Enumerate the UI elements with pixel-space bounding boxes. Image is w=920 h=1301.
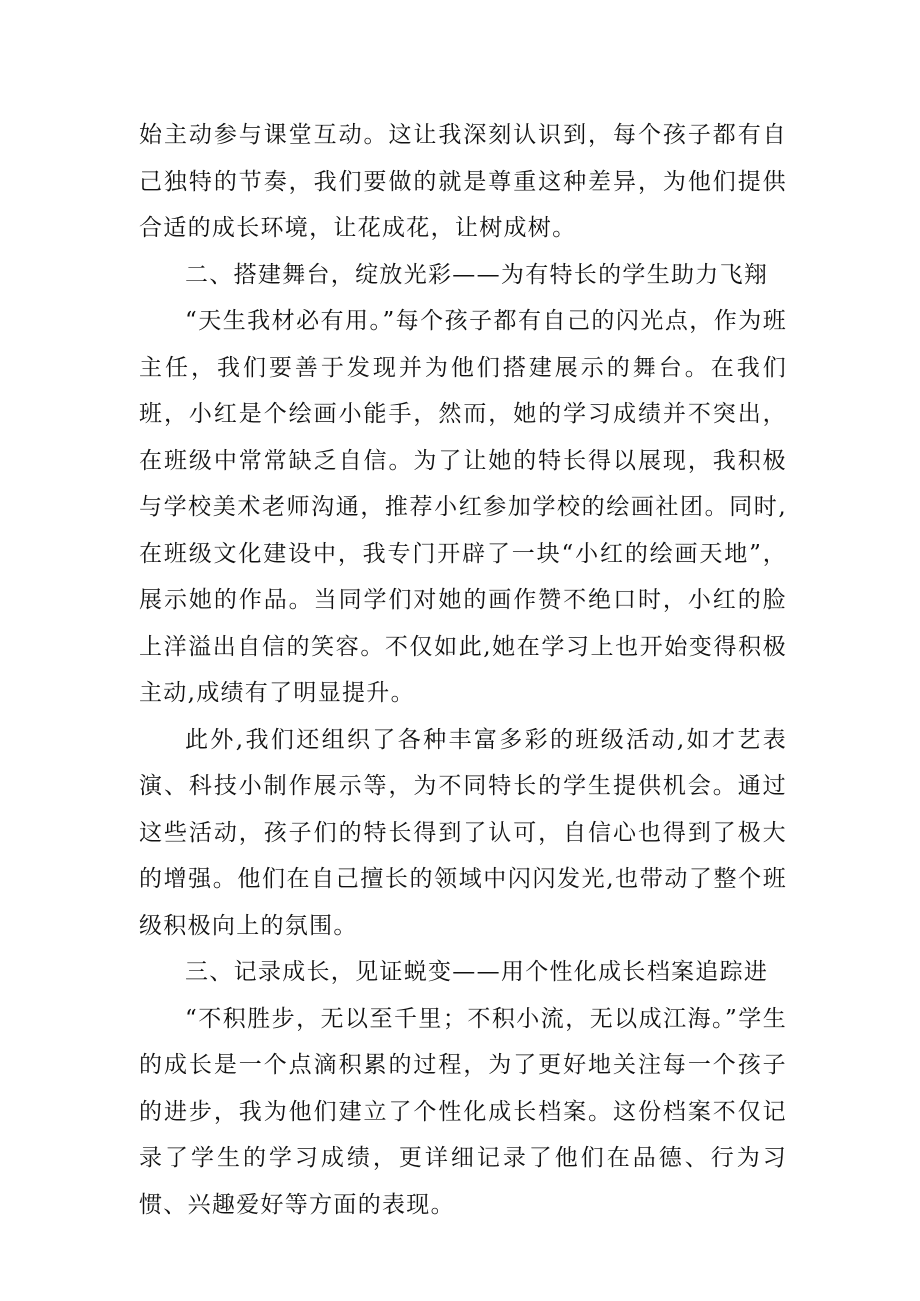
section-heading-2: 二、搭建舞台，绽放光彩——为有特长的学生助力飞翔 <box>185 261 769 288</box>
section-heading-3: 三、记录成长，见证蜕变——用个性化成长档案追踪进 <box>185 959 769 985</box>
paragraph-class-activities: 此外,我们还组织了各种丰富多彩的班级活动,如才艺表演、科技小制作展示等，为不同特长的学生提供机会。通过这些活动，孩子们的特长得到了认可，自信心也得到了极大的增强。他们在自己擅长的领域中闪闪发光,也带动了整个班级积极向上的氛围。 <box>139 726 787 939</box>
paragraph-growth-archive: “不积胜步，无以至千里；不积小流，无以成江海。”学生的成长是一个点滴积累的过程，为了更好地关注每一个孩子的进步，我为他们建立了个性化成长档案。这份档案不仅记录了学生的学习成绩，更详细记录了他们在品德、行为习惯、兴趣爱好等方面的表现。 <box>139 1005 787 1218</box>
paragraph-continuation: 始主动参与课堂互动。这让我深刻认识到，每个孩子都有自己独特的节奏，我们要做的就是尊重这种差异，为他们提供合适的成长环境，让花成花，让树成树。 <box>139 122 787 241</box>
document-body <box>139 112 787 1228</box>
paragraph-talent-stage: “天生我材必有用。”每个孩子都有自己的闪光点，作为班主任，我们要善于发现并为他们搭建展示的舞台。在我们班，小红是个绘画小能手，然而，她的学习成绩并不突出，在班级中常常缺乏自信。为了让她的特长得以展现，我积极与学校美术老师沟通，推荐小红参加学校的绘画社团。同时,在班级文化建设中，我专门开辟了一块“小红的绘画天地”，展示她的作品。当同学们对她的画作赞不绝口时，小红的脸上洋溢出自信的笑容。不仅如此,她在学习上也开始变得积极主动,成绩有了明显提升。 <box>139 308 787 706</box>
